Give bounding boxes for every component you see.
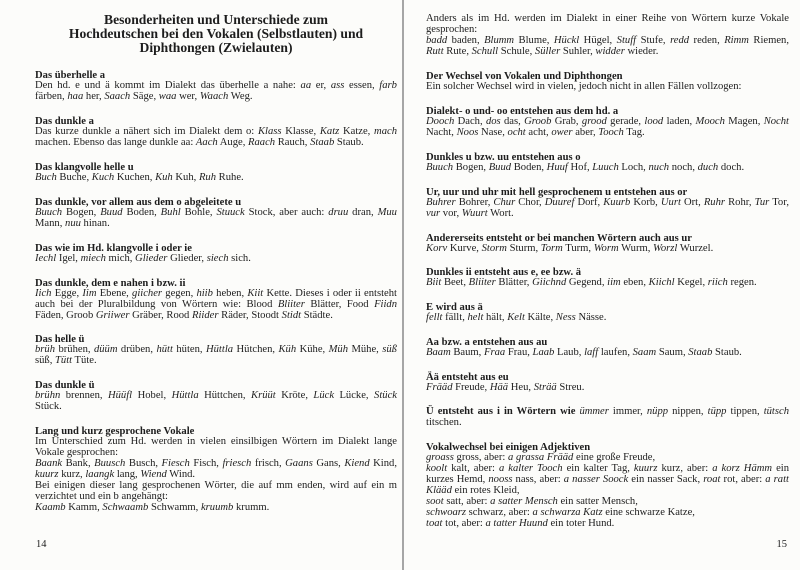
- page-left: [35, 13, 397, 514]
- section-body: groass gross, aber: a grassa Frääd eine große Freude, koolt kalt, aber: a kalter Tooch ein kalter Tag, kuurz kurz, aber: a korz Hämm ein kurzes Hemd, nooss nass, aber: a nasser Soock ein nasser Sack, roat rot, aber: a ratt Klääd ein rotes Kleid, soot satt, aber: a satter Mensch ein satter Mensch, schwoarz schwarz, aber: a schwarza Katz eine schwarze Katze, toat tot, aber: a tatter Huund ein toter Hund.: [426, 452, 790, 529]
- section-body: Anders als im Hd. werden im Dialekt in einer Reihe von Wörtern kurze Vokale gesprochen: badd baden, Blumm Blume, Hückl Hügel, Stuff Stufe, redd reden, Rimm Riemen, Rutt Rute, Schull Schule, Süller Suhler, widder wieder.: [426, 13, 789, 57]
- section-body: Das kurze dunkle a nähert sich im Dialekt dem o: Klass Klasse, Katz Katze, mach machen. Ebenso das lange dunkle aa: Aach Auge, Raach Rauch, Staab Staub.: [35, 125, 397, 148]
- section: [35, 380, 397, 413]
- section: [35, 334, 397, 367]
- section: [426, 233, 789, 255]
- section-heading: Andererseits entsteht or bei manchen Wörtern auch aus ur: [426, 232, 693, 244]
- section: [35, 70, 397, 103]
- section: [35, 162, 397, 184]
- section-body: Buch Buche, Kuch Kuchen, Kuh Kuh, Ruh Ruhe.: [35, 171, 244, 183]
- section: [35, 278, 397, 322]
- section-body: Baam Baum, Fraa Frau, Laab Laub, laff laufen, Saam Saum, Staab Staub.: [426, 347, 742, 359]
- page-number-left: 14: [36, 539, 47, 550]
- section-heading: Das klangvolle helle u: [35, 161, 134, 173]
- section-heading: Das wie im Hd. klangvolle i oder ie: [35, 242, 192, 254]
- section-body: Korv Kurve, Storm Sturm, Torm Turm, Worm Wurm, Worzl Wurzel.: [426, 242, 714, 254]
- section-heading: Dunkles u bzw. uu entstehen aus o: [426, 151, 581, 163]
- section-body: Ein solcher Wechsel wird in vielen, jedoch nicht in allen Fällen vollzogen:: [426, 80, 742, 92]
- section-heading: Ur, uur und uhr mit hell gesprochenem u entstehen aus or: [426, 186, 688, 198]
- section-body: Frääd Freude, Hää Heu, Strää Streu.: [426, 382, 585, 394]
- section: [35, 426, 397, 514]
- section-body: Iich Egge, Iim Ebene, giicher gegen, hiib heben, Kiit Kette. Dieses i oder ii entsteht auch bei der Pluralbildung von Wörtern wie: Blood Bliiter Blätter, Food Fiidn Fäden, Groob Griiwer Gräber, Rood Riider Räder, Stoodt Stidt Städte.: [35, 287, 398, 321]
- section: [426, 106, 789, 139]
- section-heading: Das helle ü: [35, 334, 85, 346]
- page-title: Besonderheiten und Unterschiede zum Hochdeutschen bei den Vokalen (Selbstlauten) und Diphthongen (Zwielauten): [68, 12, 364, 55]
- section-heading: Der Wechsel von Vokalen und Diphthongen: [426, 70, 623, 82]
- section: [426, 372, 789, 394]
- section-heading: Das dunkle a: [35, 115, 94, 127]
- section-heading: Dunkles ii entsteht aus e, ee bzw. ä: [426, 267, 582, 279]
- section-heading: Das dunkle, vor allem aus dem o abgeleitete u: [35, 196, 242, 208]
- section-heading: Das dunkle ü: [35, 380, 95, 392]
- section-body: Dooch Dach, dos das, Groob Grab, grood gerade, lood laden, Mooch Magen, Nocht Nacht, Noos Nase, ocht acht, ower aber, Tooch Tag.: [426, 115, 789, 138]
- section-body: brüh brühen, düüm drüben, hütt hüten, Hüttla Hütchen, Küh Kühe, Müh Mühe, süß süß, Tütt Tüte.: [35, 344, 397, 367]
- section-heading: Ää entsteht aus eu: [426, 372, 509, 384]
- right-sections: [426, 14, 789, 530]
- section: [426, 337, 789, 359]
- section: [35, 243, 397, 265]
- section-body: Den hd. e und ä kommt im Dialekt das überhelle a nahe: aa er, ass essen, farb färben, haa her, Saach Säge, waa wer, Waach Weg.: [35, 80, 397, 102]
- section-body: Iechl Igel, miech mich, Glieder Glieder, siech sich.: [35, 252, 251, 264]
- section-body: Buuch Bogen, Buud Boden, Huuf Hof, Luuch Loch, nuch noch, duch doch.: [426, 161, 745, 173]
- section-heading: Das überhelle a: [35, 70, 106, 81]
- page-right: [426, 14, 789, 530]
- section-heading: Das dunkle, dem e nahen i bzw. ii: [35, 277, 186, 289]
- page-number-right: 15: [776, 539, 787, 550]
- section: [426, 152, 789, 174]
- section-heading: Lang und kurz gesprochene Vokale: [35, 426, 195, 438]
- page-divider: [402, 0, 404, 570]
- section: [426, 71, 789, 93]
- section: [426, 267, 789, 289]
- section-heading: Aa bzw. a entstehen aus au: [426, 337, 548, 349]
- left-sections: [35, 70, 397, 514]
- section-body: fellt fällt, helt hält, Kelt Kälte, Ness Nässe.: [426, 312, 607, 324]
- section-heading: Dialekt- o und- oo entstehen aus dem hd. a: [426, 105, 619, 117]
- section-heading: E wird aus ä: [426, 302, 483, 314]
- section-body: Ü entsteht aus i in Wörtern wie ümmer immer, nüpp nippen, tüpp tippen, tütsch titschen.: [426, 406, 789, 429]
- section: [426, 187, 789, 220]
- section-body: Buhrer Bohrer, Chur Chor, Duuref Dorf, Kuurb Korb, Uurt Ort, Ruhr Rohr, Tur Tor, vur vor, Wuurt Wort.: [426, 196, 789, 219]
- section-body: Im Unterschied zum Hd. werden in vielen einsilbigen Wörtern im Dialekt lange Vokale gesprochen: Baank Bank, Buusch Busch, Fiesch Fisch, friesch frisch, Gaans Gans, Kiend Kind, kuurz kurz, laangk lang, Wiend Wind. Bei einigen dieser lang gesprochenen Wörter, die auf mm enden, wird auf ein m verzichtet und ein b angehängt: Kaamb Kamm, Schwaamb Schwamm, kruumb krumm.: [35, 436, 397, 514]
- section-heading: Vokalwechsel bei einigen Adjektiven: [426, 442, 591, 454]
- section-body: brühn brennen, Hüüfl Hobel, Hüttla Hüttchen, Krüüt Kröte, Lück Lücke, Stück Stück.: [35, 390, 397, 413]
- section: [35, 116, 397, 149]
- section: [35, 197, 397, 230]
- section: [426, 407, 789, 429]
- section-body: Biit Beet, Bliiter Blätter, Giichnd Gegend, iim eben, Kiichl Kegel, riich regen.: [426, 277, 757, 289]
- section: [426, 14, 789, 58]
- section: [426, 302, 789, 324]
- section: [426, 442, 789, 530]
- section-body: Buuch Bogen, Buud Boden, Buhl Bohle, Stuuck Stock, aber auch: druu dran, Muu Mann, nuu hinan.: [35, 206, 397, 229]
